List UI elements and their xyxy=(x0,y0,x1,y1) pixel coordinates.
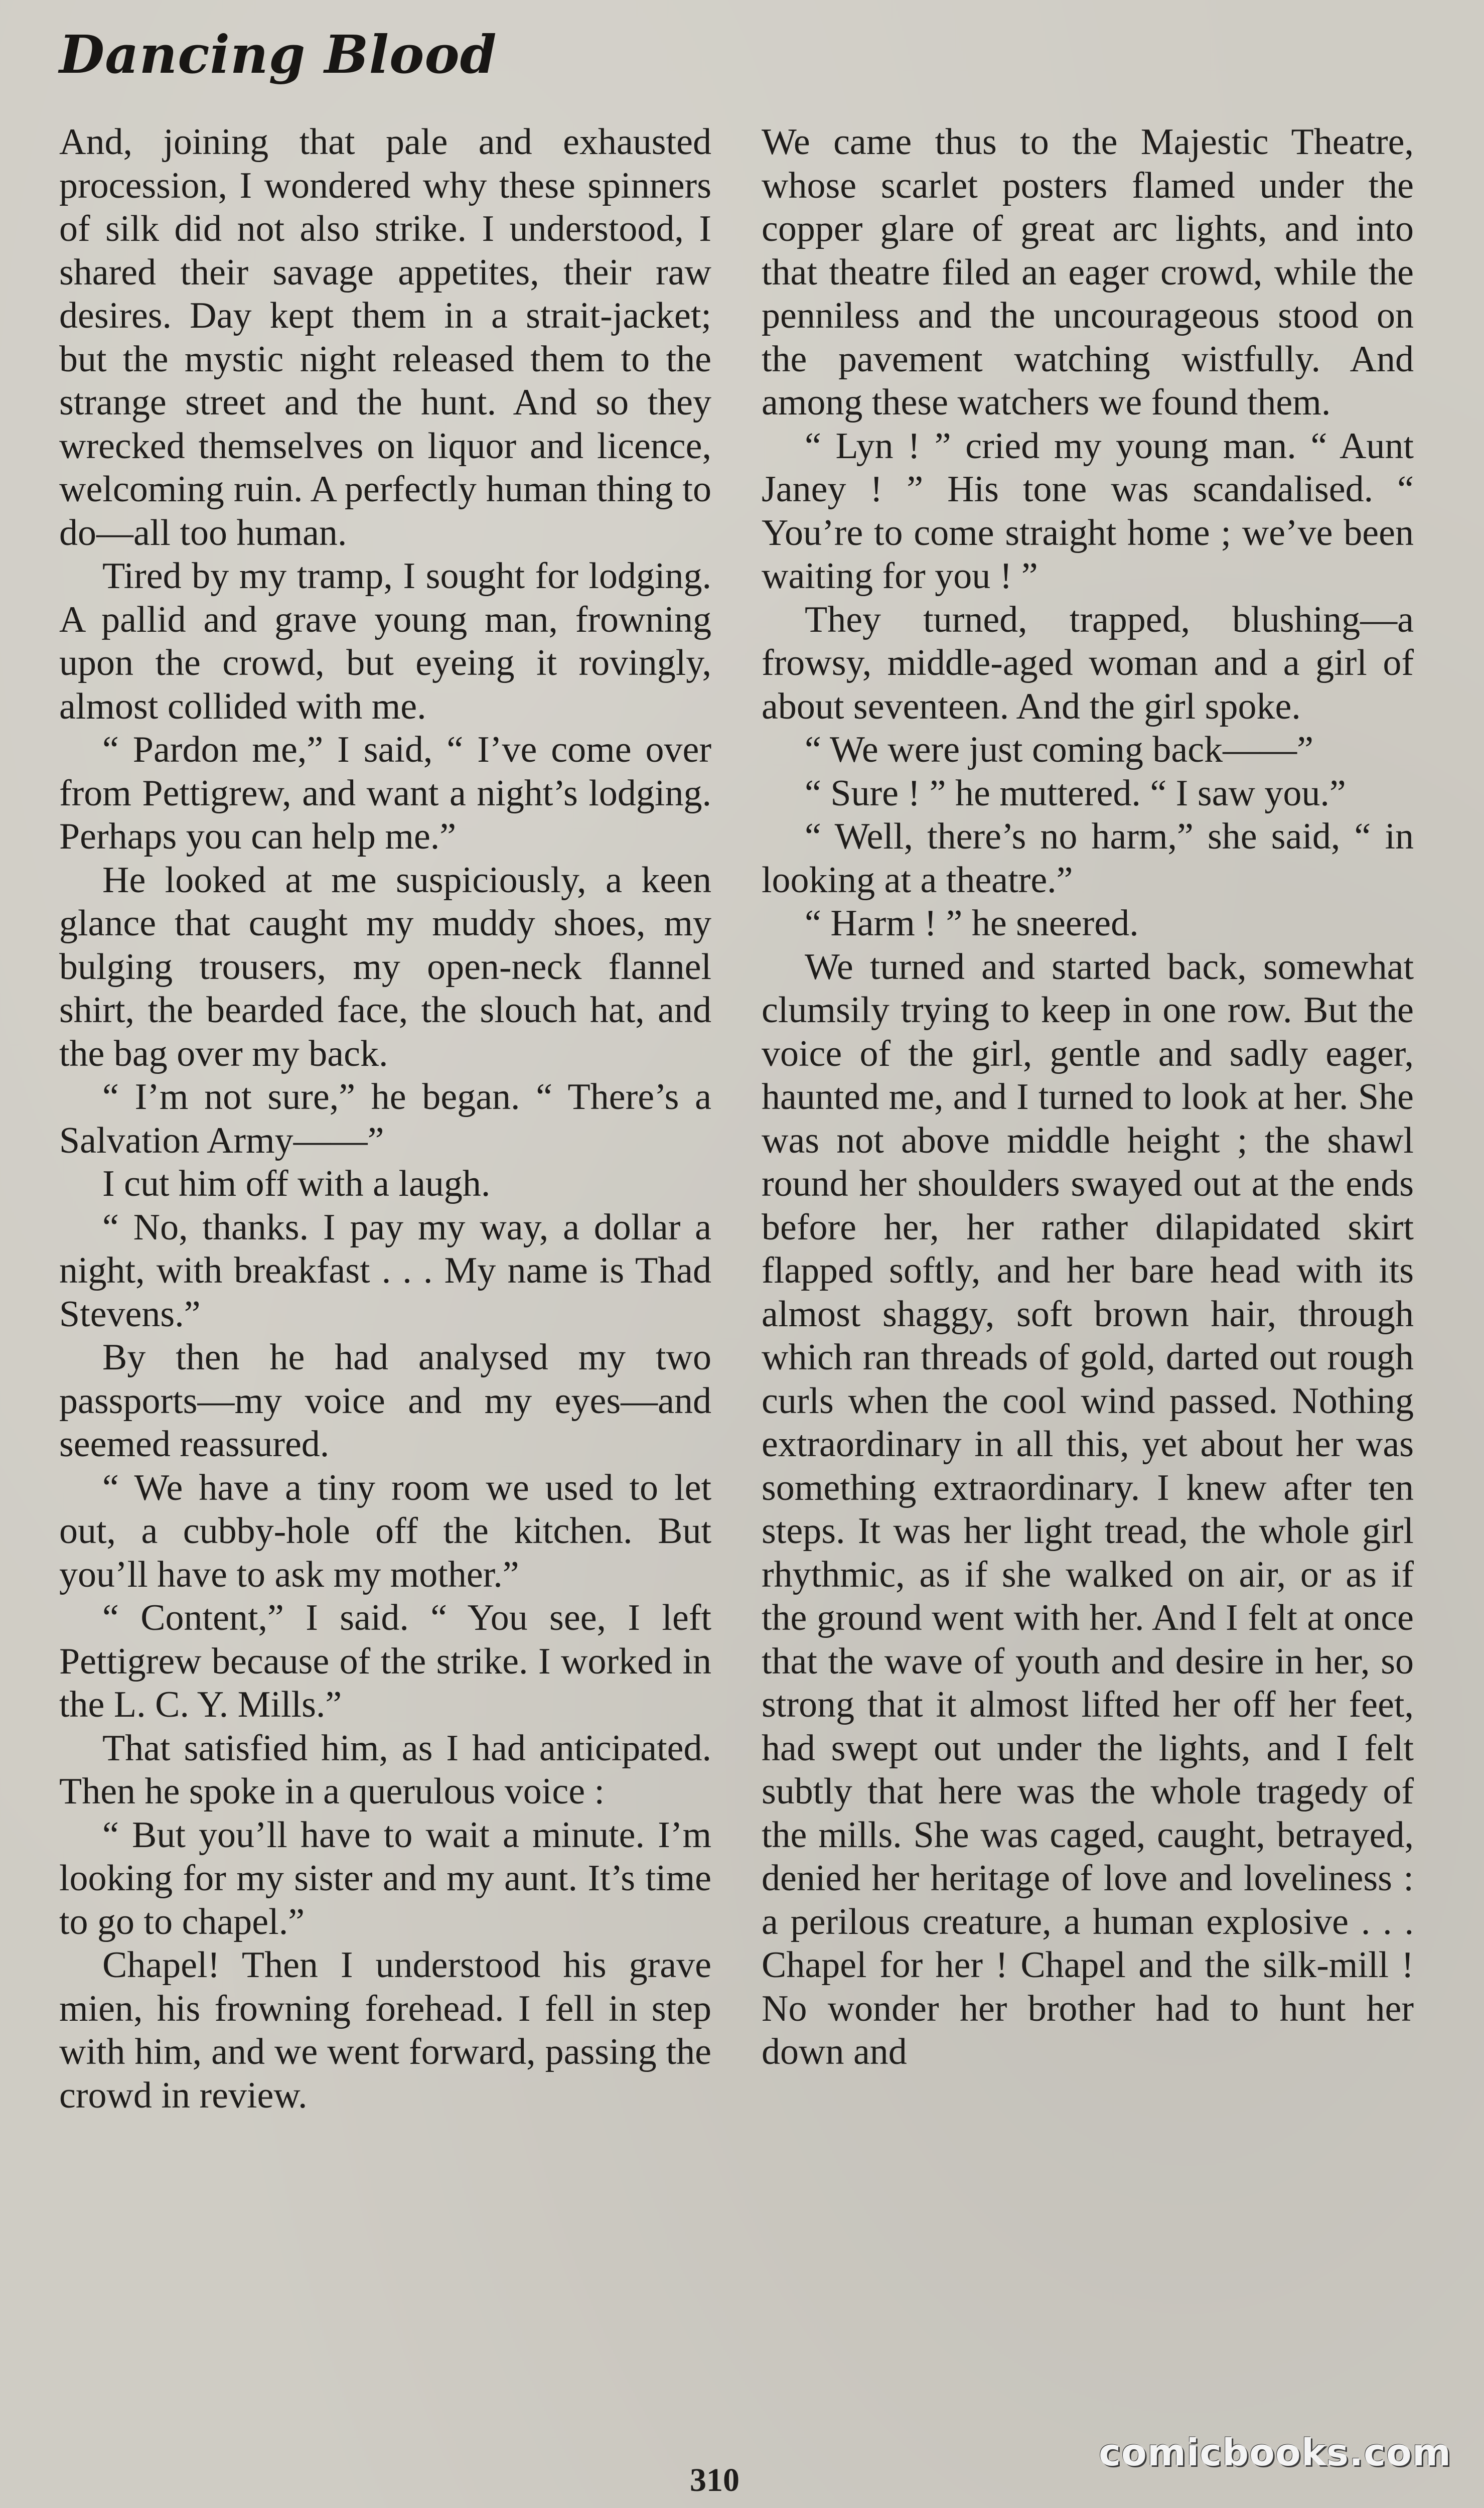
right-text-column xyxy=(762,120,1414,2074)
story-title: Dancing Blood xyxy=(59,24,497,85)
paragraph: “ I’m not sure,” he began. “ There’s a Salvation Army——” xyxy=(59,1076,711,1161)
paragraph: “ We have a tiny room we used to let out, a cubby-hole off the kitchen. But you’ll have to ask my mother.” xyxy=(59,1467,711,1595)
paragraph: “ Sure ! ” he muttered. “ I saw you.” xyxy=(805,772,1346,814)
paragraph: “ But you’ll have to wait a minute. I’m looking for my sister and my aunt. It’s time to go to chapel.” xyxy=(59,1814,711,1942)
paragraph: Tired by my tramp, I sought for lodging. A pallid and grave young man, frowning upon the crowd, but eyeing it rovingly, almost collided with me. xyxy=(59,555,711,727)
paragraph: “ Content,” I said. “ You see, I left Pettigrew because of the strike. I worked in the L. C. Y. Mills.” xyxy=(59,1597,711,1725)
paragraph: “ We were just coming back——” xyxy=(805,729,1313,770)
paragraph: “ No, thanks. I pay my way, a dollar a night, with breakfast . . . My name is Thad Stevens.” xyxy=(59,1206,711,1335)
paragraph: We came thus to the Majestic Theatre, whose scarlet posters flamed under the copper glare of great arc lights, and into that theatre filed an eager crowd, while the penniless and the uncourageous stood on the pavement watching wistfully. And among these watchers we found them. xyxy=(762,121,1414,423)
paragraph: “ Pardon me,” I said, “ I’ve come over from Pettigrew, and want a night’s lodging. Perhaps you can help me.” xyxy=(59,729,711,857)
paragraph: And, joining that pale and exhausted procession, I wondered why these spinners of silk did not also strike. I understood, I shared their savage appetites, their raw desires. Day kept them in a strait-jacket; but the mystic night released them to the strange street and the hunt. And so they wrecked themselves on liquor and licence, welcoming ruin. A perfectly human thing to do—all too human. xyxy=(59,121,711,553)
paragraph: That satisfied him, as I had anticipated. Then he spoke in a querulous voice : xyxy=(59,1727,711,1812)
paragraph: They turned, trapped, blushing—a frowsy, middle-aged woman and a girl of about seventeen. And the girl spoke. xyxy=(762,599,1414,727)
paragraph: “ Lyn ! ” cried my young man. “ Aunt Janey ! ” His tone was scandalised. “ You’re to come straight home ; we’ve been waiting for you ! ” xyxy=(762,425,1414,597)
paragraph: “ Harm ! ” he sneered. xyxy=(805,903,1139,944)
paragraph: He looked at me suspiciously, a keen glance that caught my muddy shoes, my bulging trousers, my open-neck flannel shirt, the bearded face, the slouch hat, and the bag over my back. xyxy=(59,859,711,1074)
left-text-column xyxy=(59,120,711,2117)
paragraph: “ Well, there’s no harm,” she said, “ in looking at a theatre.” xyxy=(762,816,1414,901)
paragraph: By then he had analysed my two passports—my voice and my eyes—and seemed reassured. xyxy=(59,1337,711,1465)
page-number: 310 xyxy=(690,2462,739,2498)
paragraph: We turned and started back, somewhat clumsily trying to keep in one row. But the voice of the girl, gentle and sadly eager, haunted me, and I turned to look at her. She was not above middle height ; the shawl round her shoulders swayed out at the ends before her, her rather dilapidated skirt flapped softly, and her bare head with its almost shaggy, soft brown hair, through which ran threads of gold, darted out rough curls when the cool wind passed. Nothing extraordinary in all this, yet about her was something extraordinary. I knew after ten steps. It was her light tread, the whole girl rhythmic, as if she walked on air, or as if the ground went with her. And I felt at once that the wave of youth and desire in her, so strong that it almost lifted her off her feet, had swept out under the lights, and I felt subtly that here was the whole tragedy of the mills. She was caged, caught, betrayed, denied her heritage of love and loveliness : a perilous creature, a human explosive . . . Chapel for her ! Chapel and the silk-mill ! No wonder her brother had to hunt her down and xyxy=(762,946,1414,2072)
paragraph: I cut him off with a laugh. xyxy=(102,1163,491,1204)
site-watermark: comicbooks.com xyxy=(1099,2431,1451,2474)
paragraph: Chapel! Then I understood his grave mien, his frowning forehead. I fell in step with him, and we went forward, passing the crowd in review. xyxy=(59,1944,711,2116)
